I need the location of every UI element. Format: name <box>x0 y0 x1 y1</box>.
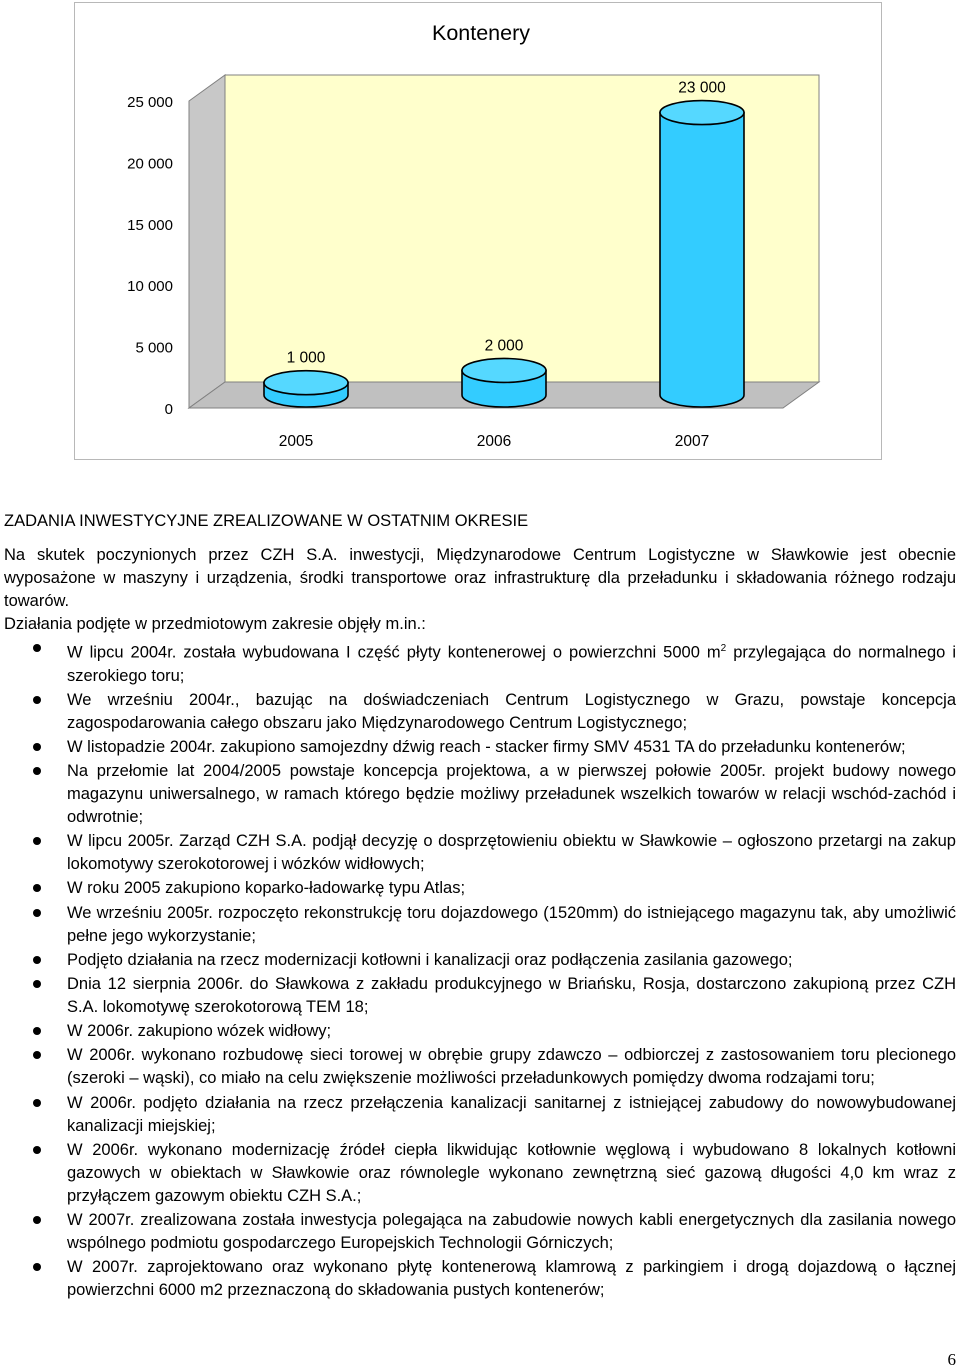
section-heading: ZADANIA INWESTYCYJNE ZREALIZOWANE W OSTATNIM OKRESIE <box>4 512 529 530</box>
data-label: 2 000 <box>484 337 524 355</box>
bullet-dot <box>33 743 41 751</box>
bullet-dot <box>33 1099 41 1107</box>
list-item-text: W roku 2005 zakupiono koparko-ładowarkę typu Atlas; <box>67 879 466 898</box>
list-item-text: We wrześniu 2005r. rozpoczęto rekonstrukcję toru dojazdowego (1520mm) do istniejącego magazynu tak, aby umożliwić pełne jego wykorzystanie; <box>67 903 956 945</box>
superscript: 2 <box>720 643 727 654</box>
x-tick-label: 2005 <box>278 433 314 450</box>
page-number: 6 <box>947 1350 956 1369</box>
list-item-text: W 2007r. zaprojektowano oraz wykonano płytę kontenerową klamrową z parkingiem i drogą dojazdową o łącznej powierzchni 6000 m2 przeznaczoną do składowania pustych kontenerów; <box>67 1258 956 1300</box>
chart-title: Kontenery <box>431 21 531 45</box>
list-item <box>0 1044 956 1090</box>
list-item <box>0 637 956 688</box>
bar-top <box>264 371 348 395</box>
list-item-text: We wrześniu 2004r., bazując na doświadczeniach Centrum Logistycznego w Grazu, powstaje koncepcja zagospodarowania całego obszaru jako Międzynarodowego Centrum Logistycznego; <box>67 690 956 732</box>
list-item-text: W lipcu 2004r. została wybudowana I część płyty kontenerowej o powierzchni 5000 m <box>67 643 721 662</box>
bar-top <box>462 358 546 382</box>
list-item <box>0 1256 956 1302</box>
list-item-text: W 2007r. zrealizowana została inwestycja polegająca na zabudowie nowych kabli energetycznych dla zasilania nowego wspólnego podmiotu gospodarczego Europejskich Technologii Górniczych; <box>67 1210 956 1252</box>
list-item <box>0 1209 956 1255</box>
intro-paragraph: Na skutek poczynionych przez CZH S.A. inwestycji, Międzynarodowe Centrum Logistyczne w Sławkowie jest obecnie wyposażone w maszyny i urządzenia, środki transportowe oraz infrastrukturę dla przeładunku i składowania różnego rodzaju towarów. <box>4 546 956 610</box>
bullet-dot <box>33 884 41 892</box>
list-item-text: Dnia 12 sierpnia 2006r. do Sławkowa z zakładu produkcyjnego w Briańsku, Rosja, dostarczono zakupioną przez CZH S.A. lokomotywę szerokotorową TEM 18; <box>67 975 956 1016</box>
y-tick-label: 20 000 <box>127 155 173 173</box>
chart-container <box>74 2 882 460</box>
list-item <box>0 736 956 759</box>
list-item-text: Podjęto działania na rzecz modernizacji kotłowni i kanalizacji oraz podłączenia zasilania gazowego; <box>67 950 793 969</box>
list-item <box>0 1139 956 1208</box>
bullet-dot <box>33 980 41 988</box>
bullet-dot <box>33 1263 41 1271</box>
x-tick-label: 2006 <box>476 433 512 450</box>
list-item <box>0 689 956 735</box>
data-label: 1 000 <box>286 349 326 367</box>
bullet-dot <box>33 767 41 775</box>
bar <box>264 371 348 407</box>
intro-text <box>4 544 956 636</box>
bar-chart <box>75 3 881 459</box>
list-item <box>0 830 956 876</box>
side-wall <box>189 75 225 408</box>
data-label: 23 000 <box>678 79 726 97</box>
y-tick-label: 10 000 <box>127 278 173 296</box>
bar-body <box>660 113 744 407</box>
bullet-dot <box>33 837 41 845</box>
list-item-text: W 2006r. podjęto działania na rzecz przełączenia kanalizacji sanitarnej z istniejącej zabudowy do nowowybudowanej kanalizacji miejskiej; <box>67 1093 956 1135</box>
list-item-text: W listopadzie 2004r. zakupiono samojezdny dźwig reach - stacker firmy SMV 4531 TA do przeładunku kontenerów; <box>67 737 906 756</box>
bullet-dot <box>33 1027 41 1035</box>
list-item <box>0 949 956 972</box>
bullet-dot <box>33 909 41 917</box>
list-item <box>0 877 956 900</box>
bullet-dot <box>33 644 41 652</box>
y-tick-label: 5 000 <box>135 339 173 357</box>
investment-list <box>0 637 956 1303</box>
bar-top <box>660 101 744 125</box>
y-tick-label: 0 <box>164 401 173 418</box>
bullet-dot <box>33 956 41 964</box>
bullet-dot <box>33 696 41 704</box>
intro-lead: Działania podjęte w przedmiotowym zakresie objęły m.in.: <box>4 615 426 633</box>
bullet-dot <box>33 1216 41 1224</box>
list-item <box>0 902 956 948</box>
list-item <box>0 1020 956 1043</box>
list-item-text: Na przełomie lat 2004/2005 powstaje koncepcja projektowa, a w pierwszej połowie 2005r. projekt budowy nowego magazynu uniwersalnego, w ramach którego będzie możliwy przeładunek wszelkich towarów w relacji wschód-zachód i odwrotnie; <box>67 762 956 827</box>
bar <box>462 358 546 407</box>
list-item <box>0 1092 956 1138</box>
x-tick-label: 2007 <box>674 433 710 450</box>
list-item <box>0 973 956 1019</box>
y-tick-label: 25 000 <box>127 94 173 111</box>
list-item-text: W 2006r. wykonano modernizację źródeł ciepła likwidując kotłownie węglową i wybudowano 8 lokalnych kotłowni gazowych w obiektach w Sławkowie oraz równolegle wykonano zewnętrzną sieć gazową długości 4,0 km wraz z przyłączem gazowym obiektu CZH S.A.; <box>67 1140 956 1205</box>
bullet-dot <box>33 1051 41 1059</box>
list-item-text: W 2006r. zakupiono wózek widłowy; <box>67 1022 332 1041</box>
list-item <box>0 760 956 829</box>
bar <box>660 101 744 407</box>
list-item-text: W lipcu 2005r. Zarząd CZH S.A. podjął decyzję o dosprzętowieniu obiektu w Sławkowie – ogłoszono przetargi na zakup lokomotywy szerokotorowej i wózków widłowych; <box>67 832 956 874</box>
bullet-dot <box>33 1146 41 1154</box>
list-item-text: W 2006r. wykonano rozbudowę sieci torowej w obrębie grupy zdawczo – odbiorczej z zastosowaniem toru plecionego (szeroki – wąski), co miało na celu zwiększenie możliwości przeładunkowych pomiędzy dwoma rodzajami toru; <box>67 1046 956 1088</box>
list-item-text: przylegająca do normalnego i szerokiego toru; <box>67 643 956 685</box>
y-tick-label: 15 000 <box>127 216 173 234</box>
